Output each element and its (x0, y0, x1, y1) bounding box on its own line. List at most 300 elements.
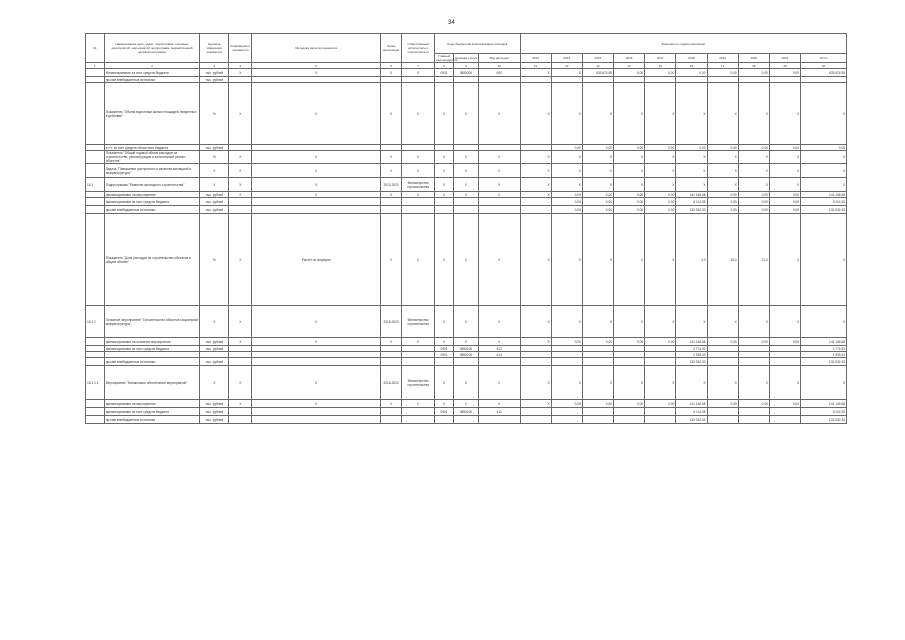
cell-exec: Х (401, 400, 434, 408)
table-row (86, 358, 847, 366)
cell-year-value: 0,00 (551, 192, 582, 198)
cell-term: Х (381, 192, 402, 198)
cell-name: Финансирование за счет средств бюджета (104, 69, 200, 77)
cell-year-value: Х (520, 178, 551, 192)
cell-total: Х (801, 214, 847, 306)
cell-code: Х (478, 178, 520, 192)
cell-year-value: 0,00 (614, 338, 645, 346)
cell-year-value: Х (707, 366, 738, 400)
cell-exec: Х (401, 214, 434, 306)
cell-total: Х (801, 151, 847, 164)
cell-code (435, 198, 454, 206)
col-code-2: Целевая статья (453, 54, 478, 63)
cell-year-value: Х (582, 306, 613, 338)
cell-year-value: Х (551, 69, 582, 77)
cell-code: 0901 (435, 352, 454, 358)
col-num: № (86, 34, 105, 63)
cell-code: 0901 (435, 408, 454, 416)
cell-coef: Х (229, 192, 252, 198)
cell-code: 0901 (435, 346, 454, 352)
cell-year-value: 8 114,35 (676, 408, 707, 416)
cell-code (478, 206, 520, 214)
cell-year-value (582, 408, 613, 416)
table-body (86, 69, 847, 424)
cell-year-value: Х (676, 83, 707, 145)
cell-year-value (520, 408, 551, 416)
cell-code: Х (435, 178, 454, 192)
cell-year-value: 0,00 (707, 192, 738, 198)
cell-total: 8 114,35 (801, 198, 847, 206)
cell-year-value: 0,00 (738, 198, 769, 206)
cell-code: Х (453, 366, 478, 400)
cell-unit: тыс. рублей (200, 346, 229, 352)
cell-code (435, 416, 454, 424)
cell-unit: Х (200, 164, 229, 178)
cell-year-value: Х (738, 151, 769, 164)
cell-year-value (707, 416, 738, 424)
table-row (86, 164, 847, 178)
cell-code: Х (435, 338, 454, 346)
cell-total: Х (801, 83, 847, 145)
cell-year-value (645, 416, 676, 424)
cell-coef: Х (229, 178, 252, 192)
cell-code: Х (435, 151, 454, 164)
cell-method (252, 408, 381, 416)
cell-year-value: Х (614, 151, 645, 164)
cell-unit: тыс. рублей (200, 400, 229, 408)
cell-method (252, 358, 381, 366)
cell-year-value: 0,00 (707, 69, 738, 77)
column-number: 18 (738, 63, 769, 69)
cell-year-value: Х (645, 164, 676, 178)
cell-method: Х (252, 178, 381, 192)
cell-year-value: 633 674,95 (582, 69, 613, 77)
table-row (86, 408, 847, 416)
cell-exec (401, 358, 434, 366)
cell-code: Х (478, 164, 520, 178)
cell-name: финансирование за счет средств бюджета (104, 198, 200, 206)
cell-num (86, 416, 105, 424)
col-year: 2018 (676, 54, 707, 63)
cell-num: 18.1.1 (86, 306, 105, 338)
cell-exec: Министерство строительства (401, 366, 434, 400)
cell-year-value: 0,00 (769, 338, 800, 346)
cell-code (453, 358, 478, 366)
cell-year-value: 0,00 (769, 69, 800, 77)
col-year: 2016 (614, 54, 645, 63)
col-method: Методика расчета показателя (252, 34, 381, 63)
column-number: 17 (707, 63, 738, 69)
cell-year-value: 0,00 (707, 145, 738, 151)
cell-year-value: 0,00 (738, 192, 769, 198)
cell-code (478, 358, 520, 366)
cell-year-value: 0,00 (551, 145, 582, 151)
cell-num (86, 408, 105, 416)
cell-year-value: 4,0 (676, 214, 707, 306)
column-number: 11 (520, 63, 551, 69)
col-unit: Единица измерения показателя (200, 34, 229, 63)
cell-coef (229, 408, 252, 416)
cell-total: Х (801, 178, 847, 192)
cell-year-value (520, 358, 551, 366)
cell-year-value: 0,00 (707, 400, 738, 408)
cell-year-value: Х (582, 151, 613, 164)
cell-method: Х (252, 366, 381, 400)
cell-name: прочие внебюджетные источники (104, 358, 200, 366)
cell-exec: Х (401, 338, 434, 346)
cell-year-value: 0,00 (614, 192, 645, 198)
cell-coef: Х (229, 69, 252, 77)
table-row (86, 416, 847, 424)
cell-year-value (520, 206, 551, 214)
cell-year-value (520, 198, 551, 206)
cell-name: прочие внебюджетные источники (104, 206, 200, 214)
col-year: 2020 (738, 54, 769, 63)
cell-year-value (738, 416, 769, 424)
cell-code: Х (435, 192, 454, 198)
cell-year-value: 0,00 (582, 400, 613, 408)
cell-term: Х (381, 338, 402, 346)
cell-year-value: Х (645, 83, 676, 145)
cell-year-value: 0,00 (707, 206, 738, 214)
cell-code: Х (453, 164, 478, 178)
cell-method: Х (252, 151, 381, 164)
cell-year-value: Х (676, 164, 707, 178)
cell-year-value: Х (676, 178, 707, 192)
cell-year-value: Х (582, 366, 613, 400)
cell-method (252, 198, 381, 206)
cell-year-value: Х (614, 164, 645, 178)
cell-year-value: Х (645, 366, 676, 400)
cell-year-value (738, 408, 769, 416)
cell-year-value: 133 032,33 (676, 416, 707, 424)
cell-name: Показатель "Общий годовой объем расходов на строительство, реконструкцию и капитальный ремонт объектов" (104, 151, 200, 164)
cell-name: финансирование на мероприятие (104, 400, 200, 408)
cell-year-value (520, 416, 551, 424)
cell-year-value: 0,00 (645, 145, 676, 151)
cell-num (86, 338, 105, 346)
column-number: 19 (769, 63, 800, 69)
cell-year-value: 0,00 (645, 400, 676, 408)
cell-name: прочие внебюджетные источники (104, 416, 200, 424)
cell-year-value: 0,00 (551, 400, 582, 408)
cell-total: 0,00 (801, 145, 847, 151)
cell-code: 0901 (435, 69, 454, 77)
cell-year-value: 0,00 (582, 192, 613, 198)
cell-code: Х (435, 214, 454, 306)
cell-year-value: Х (614, 214, 645, 306)
cell-code (478, 198, 520, 206)
cell-coef (229, 358, 252, 366)
column-number: 16 (676, 63, 707, 69)
column-number: 10 (478, 63, 520, 69)
cell-year-value: 133 032,33 (676, 358, 707, 366)
cell-coef: Х (229, 366, 252, 400)
cell-unit: тыс. рублей (200, 408, 229, 416)
cell-year-value: Х (645, 214, 676, 306)
cell-exec: Х (401, 83, 434, 145)
col-year: 2021 (769, 54, 800, 63)
cell-exec: Министерство строительства (401, 178, 434, 192)
cell-year-value: Х (582, 214, 613, 306)
cell-year-value: 0,00 (645, 69, 676, 77)
col-coef: Коэффициент значимости (229, 34, 252, 63)
cell-method: Х (252, 192, 381, 198)
cell-year-value: Х (676, 306, 707, 338)
cell-method (252, 416, 381, 424)
cell-exec: Х (401, 151, 434, 164)
col-code-1: Главный распорядитель (436, 54, 458, 62)
cell-year-value: Х (738, 366, 769, 400)
column-number: 8 (435, 63, 454, 69)
cell-year-value: Х (551, 151, 582, 164)
cell-year-value (582, 416, 613, 424)
cell-term (381, 408, 402, 416)
cell-year-value (769, 416, 800, 424)
cell-year-value: 0,00 (769, 198, 800, 206)
cell-total: 133 032,33 (801, 206, 847, 214)
cell-year-value: 141 146,68 (676, 192, 707, 198)
cell-code: 412 (478, 408, 520, 416)
cell-name: Мероприятие "Финансовое обеспечение мероприятий" (104, 366, 200, 400)
cell-num (86, 214, 105, 306)
cell-num (86, 400, 105, 408)
cell-total: 2 339,43 (801, 352, 847, 358)
cell-year-value: Х (520, 151, 551, 164)
cell-code: Х (453, 83, 478, 145)
cell-exec: Министерство строительства (401, 306, 434, 338)
cell-exec: Х (401, 164, 434, 178)
cell-exec (401, 198, 434, 206)
cell-name: Задача "Повышение доступности и качества жилищной и инфраструктуры" (104, 164, 200, 178)
cell-code: Х (453, 338, 478, 346)
cell-year-value (645, 358, 676, 366)
cell-coef: Х (229, 306, 252, 338)
cell-year-value: 0,00 (769, 206, 800, 214)
cell-year-value: Х (769, 151, 800, 164)
cell-unit: тыс. рублей (200, 69, 229, 77)
cell-year-value: Х (738, 306, 769, 338)
cell-method: Х (252, 164, 381, 178)
cell-num (86, 83, 105, 145)
cell-year-value: 0,00 (551, 338, 582, 346)
cell-year-value: 0,00 (707, 338, 738, 346)
cell-term: Х (381, 164, 402, 178)
cell-name: Показатель "Объем подготовки жилых площадей, введенных в действие" (104, 83, 200, 145)
cell-year-value: Х (551, 164, 582, 178)
cell-year-value: 21,0 (738, 214, 769, 306)
cell-year-value: Х (520, 400, 551, 408)
cell-num (86, 69, 105, 77)
cell-name: прочие внебюджетные источники (104, 77, 200, 83)
cell-year-value (614, 416, 645, 424)
cell-year-value: 0,00 (582, 338, 613, 346)
column-number: 1 (86, 63, 105, 69)
cell-unit: тыс. рублей (200, 338, 229, 346)
cell-year-value: 0,00 (614, 400, 645, 408)
cell-year-value: 141 146,68 (676, 400, 707, 408)
table-row (86, 366, 847, 400)
cell-year-value: 0,00 (738, 400, 769, 408)
cell-name: в т.ч. за счет средств областного бюджета (104, 145, 200, 151)
cell-year-value: Х (769, 366, 800, 400)
cell-year-value: Х (769, 214, 800, 306)
cell-code (453, 198, 478, 206)
cell-name: финансирование за счет средств бюджета (104, 408, 200, 416)
cell-code: Х (453, 400, 478, 408)
cell-year-value: 0,00 (645, 206, 676, 214)
cell-coef: Х (229, 214, 252, 306)
cell-code: Х (435, 400, 454, 408)
cell-method: Х (252, 400, 381, 408)
cell-year-value (707, 358, 738, 366)
cell-code: Х (435, 306, 454, 338)
column-number: 3 (200, 63, 229, 69)
cell-term: Х (381, 83, 402, 145)
cell-year-value: Х (582, 83, 613, 145)
cell-code: Х (435, 83, 454, 145)
cell-year-value: 0,00 (614, 206, 645, 214)
cell-year-value (769, 358, 800, 366)
cell-year-value: Х (738, 178, 769, 192)
cell-year-value: Х (769, 306, 800, 338)
column-number: 12 (551, 63, 582, 69)
table-row (86, 151, 847, 164)
cell-num: 18.1 (86, 178, 105, 192)
cell-name: Основное мероприятие "Строительство объектов социальной инфраструктуры" (104, 306, 200, 338)
cell-term: 2018-2020 (381, 306, 402, 338)
cell-year-value: Х (551, 214, 582, 306)
cell-num (86, 358, 105, 366)
cell-coef (229, 416, 252, 424)
cell-code: 0850100 (453, 346, 478, 352)
cell-total: 8 114,35 (801, 408, 847, 416)
col-year: 2017 (645, 54, 676, 63)
cell-num (86, 151, 105, 164)
cell-year-value: Х (520, 164, 551, 178)
column-number: 7 (401, 63, 434, 69)
cell-year-value: Х (520, 306, 551, 338)
cell-year-value: Х (645, 151, 676, 164)
cell-year-value: 0,00 (582, 206, 613, 214)
cell-year-value: Х (769, 83, 800, 145)
cell-coef: Х (229, 83, 252, 145)
cell-code (453, 416, 478, 424)
cell-code: Х (478, 338, 520, 346)
cell-year-value: Х (551, 366, 582, 400)
cell-code: 000 (478, 69, 520, 77)
cell-year-value (551, 416, 582, 424)
cell-name: финансирование за счет средств бюджета (104, 346, 200, 352)
page-number: 34 (448, 20, 455, 26)
cell-year-value: Х (520, 214, 551, 306)
cell-year-value: 2 339,43 (676, 352, 707, 358)
program-table (85, 33, 847, 424)
cell-year-value: Х (614, 83, 645, 145)
cell-coef (229, 198, 252, 206)
cell-year-value: 16,0 (707, 214, 738, 306)
cell-year-value: 133 032,33 (676, 206, 707, 214)
col-year: 2014 (551, 54, 582, 63)
cell-year-value: 3 774,92 (676, 346, 707, 352)
table-row (86, 206, 847, 214)
cell-term (381, 416, 402, 424)
col-values-group: Значения по годам реализации (520, 34, 847, 54)
program-table-sheet (85, 33, 847, 424)
cell-name: Показатель "Доля расходов на строительство объектов в общем объеме" (104, 214, 200, 306)
cell-code: Х (453, 151, 478, 164)
cell-year-value: Х (520, 366, 551, 400)
cell-code: 0850100 (453, 408, 478, 416)
cell-unit: тыс. рублей (200, 416, 229, 424)
cell-code: 0850100 (453, 352, 478, 358)
cell-year-value: Х (769, 178, 800, 192)
cell-code (453, 206, 478, 214)
cell-year-value (551, 358, 582, 366)
cell-term: Х (381, 69, 402, 77)
cell-total: Х (801, 164, 847, 178)
cell-year-value: 0,00 (614, 69, 645, 77)
cell-unit: тыс. рублей (200, 77, 229, 83)
cell-code: Х (478, 151, 520, 164)
cell-term: Х (381, 151, 402, 164)
cell-year-value: Х (520, 69, 551, 77)
cell-year-value: Х (769, 164, 800, 178)
col-year: 2019 (707, 54, 738, 63)
cell-num (86, 206, 105, 214)
cell-exec: Х (401, 192, 434, 198)
column-number: 2 (104, 63, 200, 69)
cell-term: Х (381, 400, 402, 408)
cell-year-value: 0,00 (738, 69, 769, 77)
cell-code: Х (435, 164, 454, 178)
table-row (86, 306, 847, 338)
cell-code: Х (478, 83, 520, 145)
cell-code (435, 358, 454, 366)
cell-method: Х (252, 83, 381, 145)
cell-year-value: 0,00 (645, 338, 676, 346)
column-number: 6 (381, 63, 402, 69)
cell-total: 3 774,92 (801, 346, 847, 352)
cell-term (381, 358, 402, 366)
table-row (86, 400, 847, 408)
cell-year-value: 0,00 (582, 145, 613, 151)
cell-code: Х (453, 214, 478, 306)
cell-year-value: 0,00 (738, 338, 769, 346)
column-number: 20 (801, 63, 847, 69)
cell-coef: Х (229, 151, 252, 164)
cell-exec (401, 408, 434, 416)
cell-year-value: 0,00 (645, 192, 676, 198)
table-row (86, 83, 847, 145)
column-number: 4 (229, 63, 252, 69)
cell-year-value: Х (551, 178, 582, 192)
column-number: 13 (582, 63, 613, 69)
cell-coef: Х (229, 164, 252, 178)
cell-name: финансирование на основное мероприятие (104, 338, 200, 346)
cell-year-value: 8 114,35 (676, 198, 707, 206)
col-name: Наименование цели, задач, подпрограмм, основных мероприятий, мероприятий подпрограмм, ведомственной целевой программы (104, 34, 200, 63)
cell-unit: Х (200, 306, 229, 338)
cell-year-value: Х (645, 306, 676, 338)
col-codes-group: Коды бюджетной классификации расходов (435, 34, 520, 54)
column-number: 9 (453, 63, 478, 69)
cell-total: Х (801, 366, 847, 400)
cell-exec (401, 206, 434, 214)
cell-year-value (614, 408, 645, 416)
cell-method: Х (252, 338, 381, 346)
cell-method: Х (252, 69, 381, 77)
